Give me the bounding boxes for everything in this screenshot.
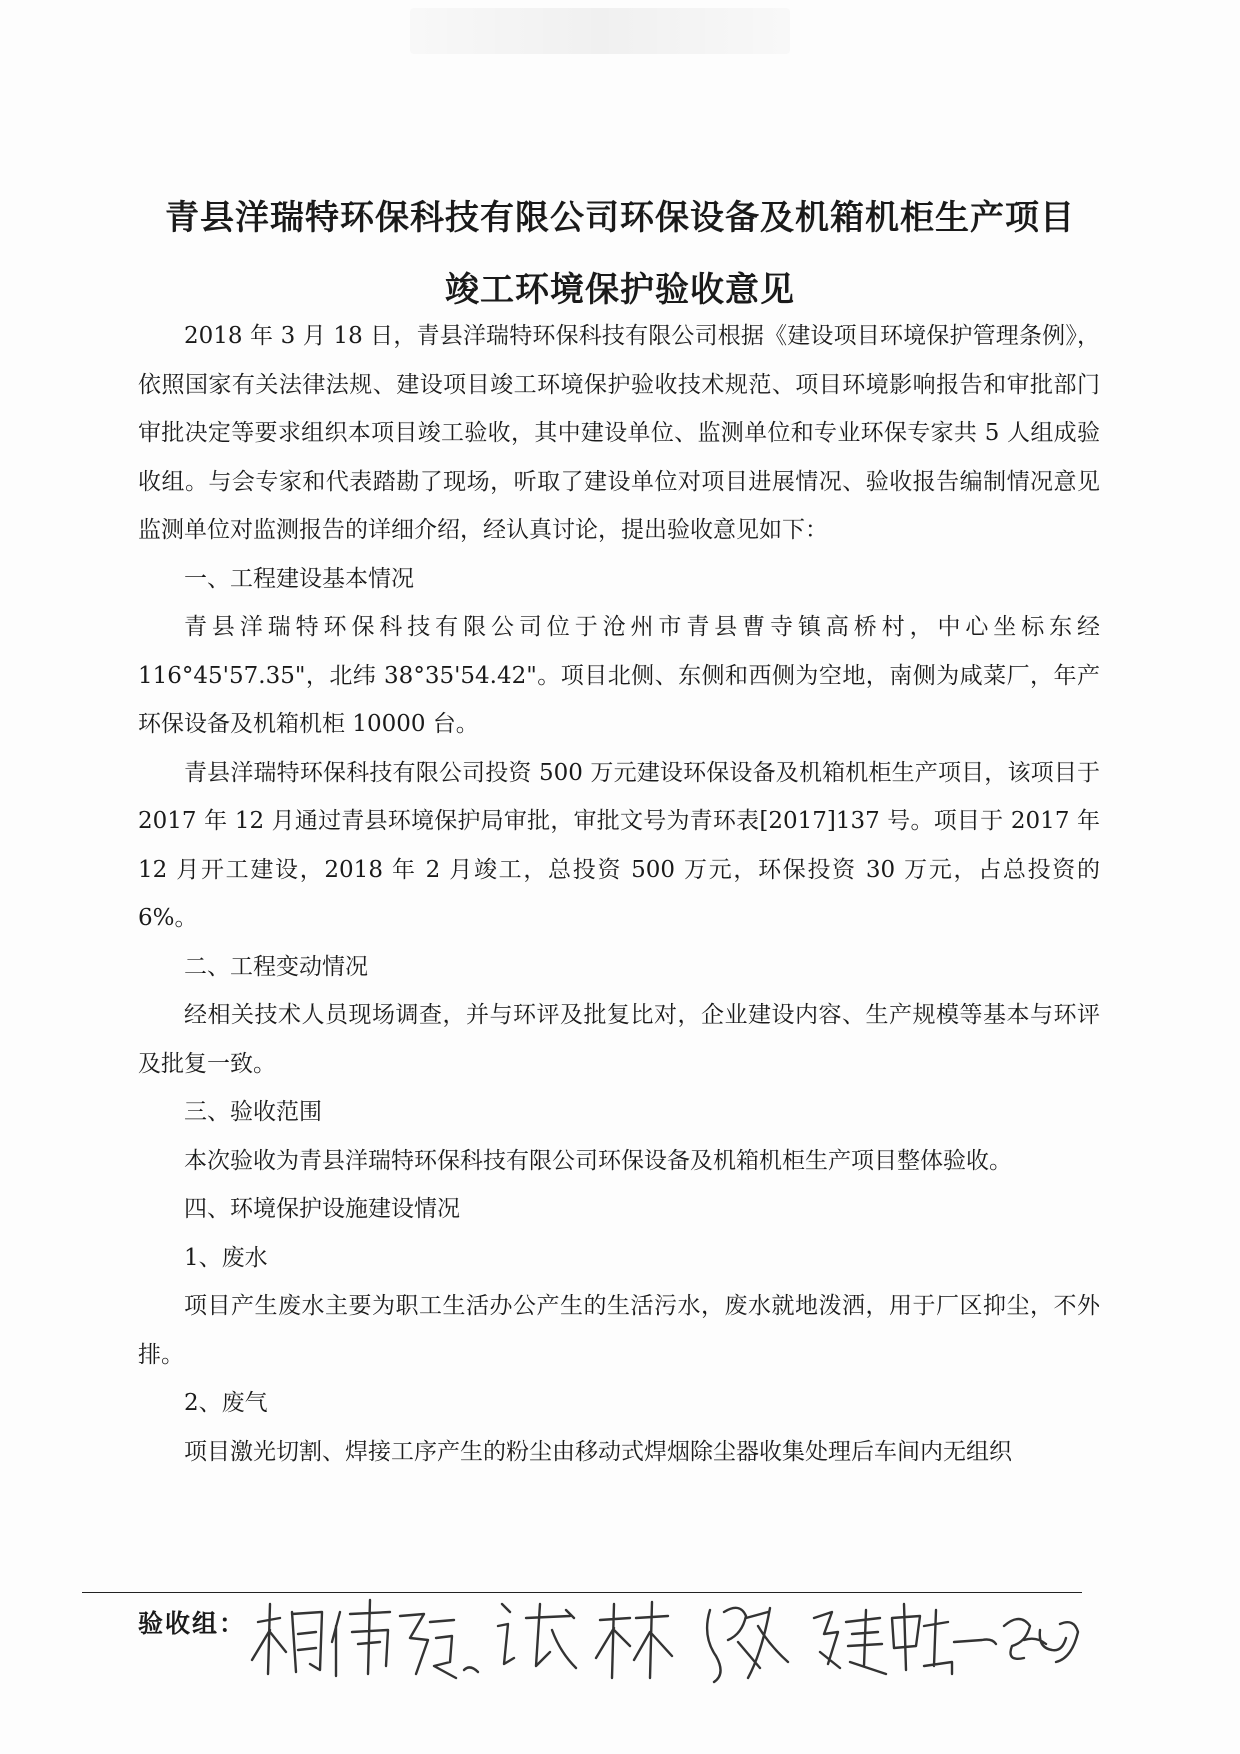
subheading-waste-gas: 2、废气 [184,1390,268,1416]
paragraph-investment: 青县洋瑞特环保科技有限公司投资 500 万元建设环保设备及机箱机柜生产项目，该项目于 2017 年 12 月通过青县环境保护局审批，审批文号为青环表[2017]137 号。项目于 2017 年 12 月开工建设，2018 年 2 月竣工，总投资 500 万元，环保投资 30 万元，占总投资的 6%。 [138,759,1100,931]
signature-label: 验收组： [138,1609,247,1638]
paragraph-location: 青县洋瑞特环保科技有限公司位于沧州市青县曹寺镇高桥村，中心坐标东经 116°45'57.35"，北纬 38°35'54.42"。项目北侧、东侧和西侧为空地，南侧为咸菜厂，年产环保设备及机箱机柜 10000 台。 [138,614,1100,737]
section-heading-2: 二、工程变动情况 [184,953,368,980]
subheading-wastewater: 1、废水 [184,1244,268,1271]
intro-paragraph: 2018 年 3 月 18 日，青县洋瑞特环保科技有限公司根据《建设项目环境保护管理条例》，依照国家有关法律法规、建设项目竣工环境保护验收技术规范、项目环境影响报告和审批部门审批决定等要求组织本项目竣工验收，其中建设单位、监测单位和专业环保专家共 5 人组成验收组。与会专家和代表踏勘了现场，听取了建设单位对项目进展情况、验收报告编制情况意见监测单位对监测报告的详细介绍，经认真讨论，提出验收意见如下： [138,323,1100,543]
document-body [138,312,1100,1476]
paragraph-wastewater: 项目产生废水主要为职工生活办公产生的生活污水，废水就地泼洒，用于厂区抑尘，不外排。 [138,1293,1100,1368]
paragraph-changes: 经相关技术人员现场调查，并与环评及批复比对，企业建设内容、生产规模等基本与环评及批复一致。 [138,1002,1100,1077]
paragraph-scope: 本次验收为青县洋瑞特环保科技有限公司环保设备及机箱机柜生产项目整体验收。 [184,1147,1012,1174]
paragraph-waste-gas: 项目激光切割、焊接工序产生的粉尘由移动式焊烟除尘器收集处理后车间内无组织 [184,1438,1012,1465]
document-title-line1: 青县洋瑞特环保科技有限公司环保设备及机箱机柜生产项目 [165,198,1075,238]
section-heading-3: 三、验收范围 [184,1099,322,1125]
handwritten-signatures [240,1582,1080,1692]
section-heading-1: 一、工程建设基本情况 [184,565,414,592]
scan-header-smudge [410,8,790,54]
section-heading-4: 四、环境保护设施建设情况 [184,1196,460,1222]
document-title-line2: 竣工环境保护验收意见 [445,270,795,310]
